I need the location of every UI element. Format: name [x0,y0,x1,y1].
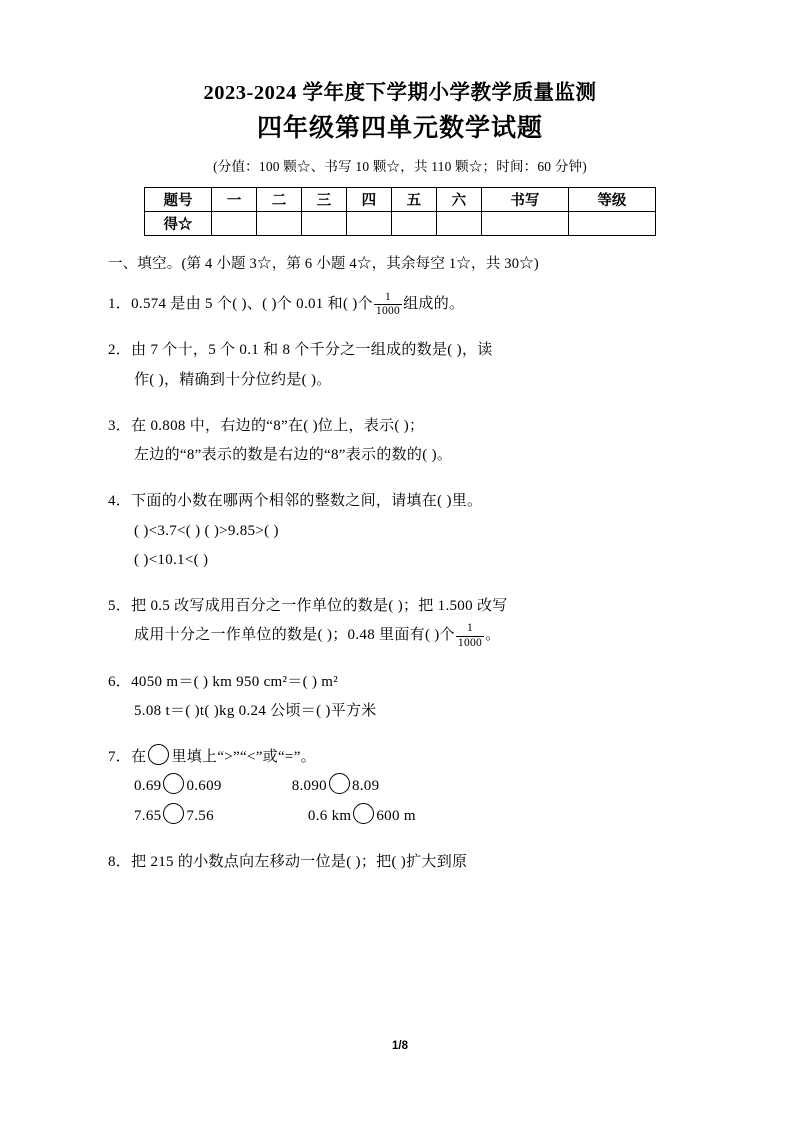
table-row [145,212,656,236]
question-5-line-1 [108,592,692,621]
table-cell [436,212,481,236]
question-4-number: 4． [108,493,132,510]
question-3 [108,412,692,471]
question-8-line-1 [108,848,692,877]
table-cell [391,212,436,236]
page-number: 1/8 [392,1040,408,1052]
question-1-text-2: 组成的。 [403,296,465,312]
question-2-number: 2． [108,342,132,359]
question-8 [108,848,692,877]
fraction-numerator: 1 [374,291,402,305]
question-4-line-3: ( )<10.1<( ) [134,551,209,568]
fraction-denominator: 1000 [457,636,483,649]
question-6-line-1 [108,668,692,697]
circle-blank-icon [353,803,374,824]
table-cell: 二 [256,188,301,212]
question-2-text-1: 由 7 个十，5 个 0.1 和 8 个千分之一组成的数是( )，读 [131,342,493,359]
table-cell: 一 [212,188,257,212]
question-6-number: 6． [108,673,132,690]
question-7-number: 7． [108,749,132,765]
question-2-line-1 [108,336,692,365]
table-cell [346,212,391,236]
table-cell [301,212,346,236]
question-1 [108,290,692,319]
section-heading-fill-in-blank: 一、填空。(第 4 小题 3☆，第 6 小题 4☆，其余每空 1☆，共 30☆) [108,256,539,272]
question-3-number: 3． [108,417,132,434]
table-cell: 三 [301,188,346,212]
question-1-line-1 [108,290,692,319]
table-cell: 六 [436,188,481,212]
question-5-line-2 [108,621,692,650]
table-cell: 四 [346,188,391,212]
question-3-line-2: 左边的“8”表示的数是右边的“8”表示的数的( )。 [134,447,453,463]
question-7-line-2: 0.69 0.609 8.090 8.09 [108,772,692,801]
question-7-line-3: 7.65 7.56 0.6 km 600 m [108,802,692,831]
fraction-one-over-1000 [456,622,484,649]
question-4-line-1 [108,487,692,516]
question-2 [108,336,692,395]
table-cell [568,212,655,236]
circle-blank-icon [163,773,184,794]
page-title-line2: 四年级第四单元数学试题 [256,114,543,142]
table-cell: 五 [391,188,436,212]
page-content [108,78,692,877]
question-5-text-3: 。 [485,627,501,644]
circle-blank-icon [329,773,350,794]
question-1-number: 1． [108,296,132,312]
page-subtitle: (分值：100 颗☆、书写 10 颗☆，共 110 颗☆；时间：60 分钟) [213,159,587,174]
question-5-text-2: 成用十分之一作单位的数是( )；0.48 里面有( )个 [134,627,455,644]
question-2-line-2: 作( )，精确到十分位约是( )。 [134,371,332,388]
fraction-one-over-1000 [374,291,402,318]
fraction-denominator: 1000 [375,305,401,318]
circle-blank-icon [163,803,184,824]
question-5-text-1: 把 0.5 改写成用百分之一作单位的数是( )；把 1.500 改写 [131,598,508,614]
table-cell [481,212,568,236]
question-4-text-1: 下面的小数在哪两个相邻的整数之间，请填在( )里。 [131,493,483,510]
table-cell [256,212,301,236]
page-title-line1: 2023-2024 学年度下学期小学教学质量监测 [203,82,597,104]
table-cell: 等级 [568,188,655,212]
table-row-header [145,188,656,212]
table-cell [212,212,257,236]
question-3-text-1: 在 0.808 中，右边的“8”在( )位上，表示( )； [131,417,425,434]
question-6-line-2: 5.08 t＝( )t( )kg 0.24 公顷＝( )平方米 [134,702,377,719]
score-table [144,187,656,236]
question-4 [108,487,692,575]
question-4-line-2: ( )<3.7<( ) ( )>9.85>( ) [134,522,279,539]
question-3-line-1 [108,412,692,441]
question-5-number: 5． [108,598,132,614]
circle-blank-icon [148,744,169,765]
question-1-text-1: 0.574 是由 5 个( )、( )个 0.01 和( )个 [131,296,373,312]
table-cell: 书写 [481,188,568,212]
table-cell-label: 题号 [145,188,212,212]
question-8-number: 8． [108,853,132,870]
question-7 [108,743,692,831]
question-6-text-1: 4050 m＝( ) km 950 cm²＝( ) m² [131,673,339,690]
question-5 [108,592,692,651]
table-cell-label: 得☆ [145,212,212,236]
question-6 [108,668,692,727]
fraction-numerator: 1 [456,622,484,636]
question-7-line-1: 7．在 里填上“>”“<”或“=”。 [108,743,692,772]
question-8-text-1: 把 215 的小数点向左移动一位是( )；把( )扩大到原 [131,853,468,870]
